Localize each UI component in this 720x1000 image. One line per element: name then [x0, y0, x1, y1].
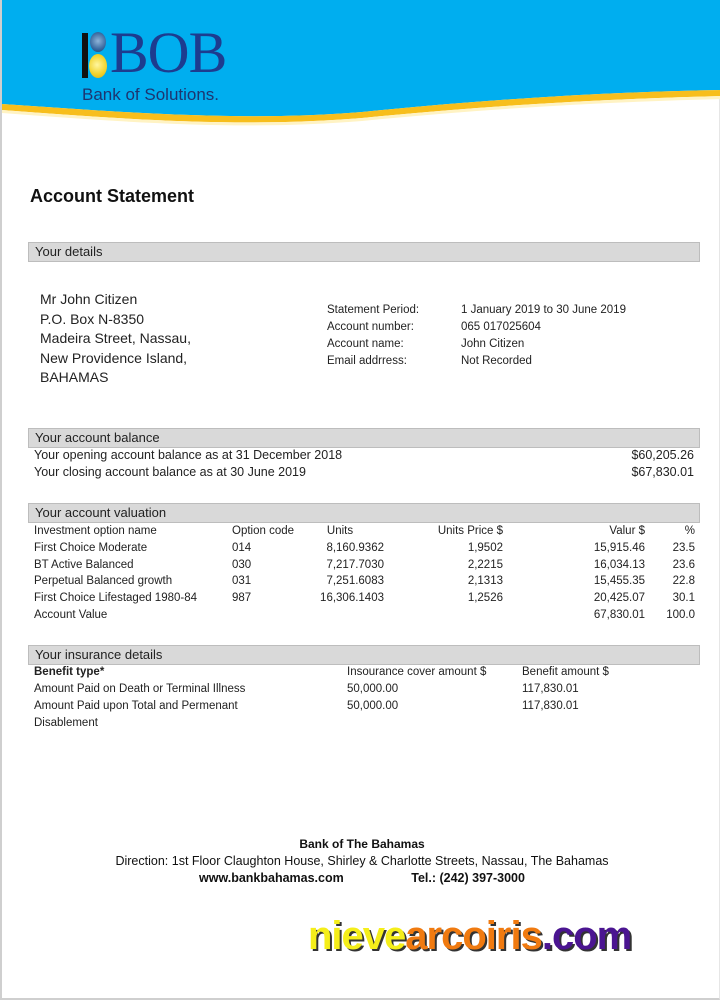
table-row [34, 557, 695, 574]
watermark-part-2: arcoiris [405, 914, 542, 958]
balance-label: Your opening account balance as at 31 December 2018 [34, 448, 343, 462]
info-label: Account number: [327, 321, 414, 333]
table-row [34, 681, 695, 698]
cell-code: 014 [232, 541, 252, 554]
footer-telephone: Tel.: (242) 397-3000 [411, 871, 525, 885]
info-value: John Citizen [461, 338, 525, 350]
logo-tagline: Bank of Solutions. [82, 85, 220, 104]
col-header-code: Option code [232, 525, 295, 537]
col-header-benefit-amount: Benefit amount $ [522, 666, 609, 678]
cell-value: 15,455.35 [593, 575, 645, 588]
col-header-value: Valur $ [609, 525, 645, 537]
info-value: 065 017025604 [461, 321, 541, 333]
balance-label: Your closing account balance as at 30 June 2019 [34, 465, 306, 479]
cell-code: 031 [232, 575, 252, 588]
benefit-type-line: Amount Paid upon Total and Permenant [34, 700, 238, 712]
cell-value: 20,425.07 [593, 592, 645, 605]
cell-units: 7,251.6083 [326, 575, 384, 588]
cell-benefit-type: Amount Paid on Death or Terminal Illness [34, 683, 246, 695]
info-row-email [327, 353, 626, 370]
section-header-details: Your details [28, 242, 700, 262]
footer-bank-name: Bank of The Bahamas [299, 837, 425, 851]
cell-price: 2,1313 [467, 575, 503, 588]
account-info [327, 302, 626, 370]
col-header-units: Units [326, 525, 354, 537]
insurance-header-row [34, 664, 695, 681]
cell-percent: 22.8 [672, 575, 695, 588]
cell-percent: 23.5 [672, 541, 695, 554]
watermark-part-1: nieve [308, 914, 406, 958]
info-row-account-name [327, 336, 626, 353]
section-header-insurance: Your insurance details [28, 645, 700, 665]
logo-seal-gold-icon [89, 54, 107, 78]
col-header-cover-amount: Insourance cover amount $ [347, 666, 487, 678]
col-header-price: Units Price $ [437, 525, 503, 537]
balance-value: $67,830.01 [631, 465, 694, 479]
table-row [34, 590, 695, 607]
cell-value: 16,034.13 [593, 558, 645, 571]
bank-logo [80, 20, 260, 110]
watermark-part-3: .com [541, 914, 632, 958]
cell-value: 15,915.46 [593, 541, 645, 554]
cell-units: 16,306.1403 [320, 592, 384, 605]
cell-code: 030 [232, 558, 252, 571]
address-line: New Providence Island, [40, 349, 188, 366]
table-row [34, 573, 695, 590]
section-header-valuation: Your account valuation [28, 503, 700, 523]
info-row-account-number [327, 319, 626, 336]
info-label: Account name: [327, 338, 404, 350]
address-line: BAHAMAS [40, 369, 109, 385]
cell-name: BT Active Balanced [34, 558, 134, 571]
cell-price: 1,9502 [467, 541, 503, 554]
info-label: Email addrress: [327, 355, 407, 367]
table-row [34, 540, 695, 557]
cell-name: Account Value [34, 608, 108, 621]
balance-row-closing [34, 464, 694, 481]
logo-bar-mark [82, 33, 88, 78]
info-value: 1 January 2019 to 30 June 2019 [461, 304, 626, 316]
customer-address [40, 290, 191, 388]
cell-percent: 30.1 [672, 592, 695, 605]
cell-percent: 23.6 [672, 558, 695, 571]
address-line: P.O. Box N-8350 [40, 310, 145, 327]
logo-seal-blue-icon [90, 32, 106, 52]
cell-benefit-type [34, 698, 347, 732]
table-row-total [34, 607, 695, 624]
balance-value: $60,205.26 [631, 448, 694, 462]
insurance-table [34, 664, 695, 732]
col-header-name: Investment option name [34, 525, 157, 537]
document-title: Account Statement [30, 186, 195, 206]
table-row [34, 698, 695, 732]
info-value: Not Recorded [461, 355, 532, 367]
cell-value: 67,830.01 [593, 608, 645, 621]
address-line: Mr John Citizen [40, 291, 138, 307]
cell-units: 8,160.9362 [326, 541, 384, 554]
cell-cover-amount: 50,000.00 [347, 683, 399, 695]
cell-units [304, 607, 384, 624]
cell-code [232, 607, 304, 624]
cell-cover-amount: 50,000.00 [347, 700, 399, 712]
watermark [308, 912, 631, 960]
address-line: Madeira Street, Nassau, [40, 330, 191, 346]
cell-code: 987 [232, 592, 252, 605]
cell-benefit-amount: 117,830.01 [522, 683, 579, 695]
footer-address: Direction: 1st Floor Claughton House, Shirley & Charlotte Streets, Nassau, The Bahamas [115, 854, 609, 868]
section-header-balance: Your account balance [28, 428, 700, 448]
footer-website-link[interactable]: www.bankbahamas.com [199, 871, 344, 885]
bank-footer [2, 836, 720, 887]
col-header-benefit-type: Benefit type* [34, 666, 105, 678]
cell-name: First Choice Moderate [34, 541, 148, 554]
valuation-table [34, 523, 695, 624]
cell-price [384, 607, 503, 624]
cell-price: 2,2215 [467, 558, 503, 571]
header-banner [2, 0, 720, 135]
cell-name: First Choice Lifestaged 1980-84 [34, 592, 198, 605]
info-row-statement-period [327, 302, 626, 319]
cell-price: 1,2526 [467, 592, 503, 605]
cell-name: Perpetual Balanced growth [34, 575, 173, 588]
benefit-type-line: Disablement [34, 717, 98, 729]
valuation-header-row [34, 523, 695, 540]
info-label: Statement Period: [327, 304, 420, 316]
col-header-percent: % [684, 525, 695, 537]
cell-percent: 100.0 [666, 608, 695, 621]
logo-wordmark: BOB [110, 20, 227, 85]
cell-units: 7,217.7030 [326, 558, 384, 571]
balance-row-opening [34, 447, 694, 464]
cell-benefit-amount: 117,830.01 [522, 700, 579, 712]
